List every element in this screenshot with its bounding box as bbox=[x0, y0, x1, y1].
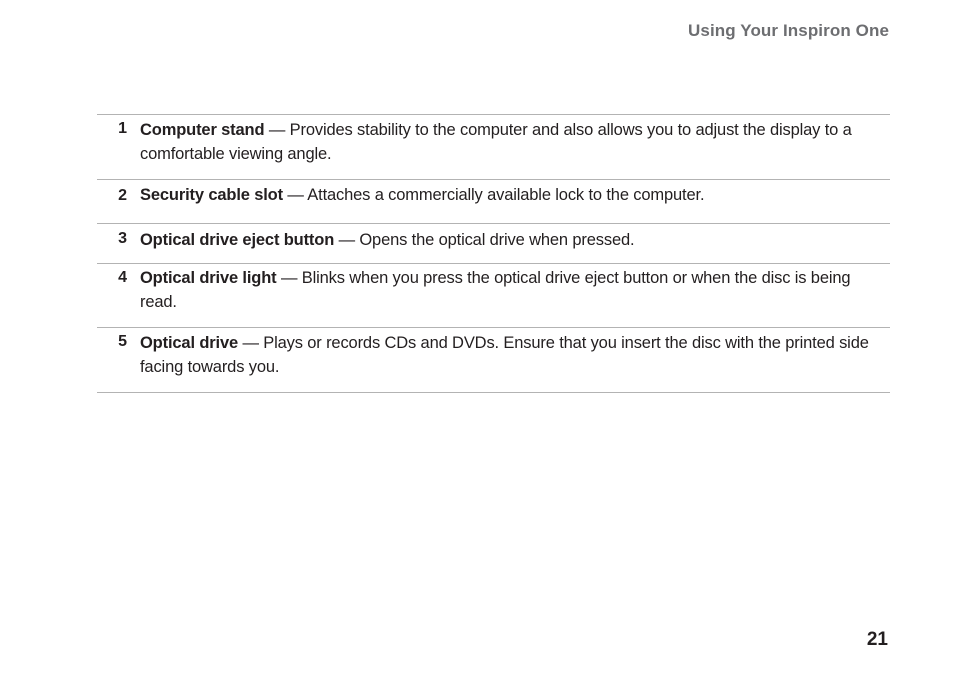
callout-separator: — bbox=[334, 231, 360, 249]
callout-text bbox=[140, 266, 886, 314]
callout-term: Optical drive eject button bbox=[140, 231, 335, 249]
page-number: 21 bbox=[866, 629, 888, 650]
callout-description: Attaches a commercially available lock to the computer. bbox=[307, 186, 705, 204]
callout-description: Blinks when you press the optical drive eject button or when the disc is being read. bbox=[140, 269, 851, 311]
callout-number: 5 bbox=[118, 333, 127, 350]
callout-row-1 bbox=[97, 115, 890, 180]
callout-number: 4 bbox=[118, 269, 127, 286]
callout-number: 3 bbox=[118, 230, 127, 247]
callout-term: Optical drive light bbox=[140, 269, 277, 287]
callout-term: Optical drive bbox=[140, 334, 239, 352]
callout-description: Provides stability to the computer and also allows you to adjust the display to a comfortable viewing angle. bbox=[140, 121, 852, 163]
callout-number: 2 bbox=[118, 187, 127, 204]
callout-number: 1 bbox=[118, 120, 127, 137]
callout-row-2 bbox=[97, 180, 890, 224]
callout-separator: — bbox=[276, 269, 302, 287]
callout-term: Computer stand bbox=[140, 121, 265, 139]
callout-separator: — bbox=[264, 121, 290, 139]
callout-text bbox=[140, 183, 886, 207]
callout-text bbox=[140, 228, 886, 252]
callout-description: Opens the optical drive when pressed. bbox=[359, 231, 635, 249]
callout-text bbox=[140, 331, 886, 379]
callout-text bbox=[140, 118, 886, 166]
callout-separator: — bbox=[238, 334, 264, 352]
callout-table bbox=[97, 114, 890, 393]
callout-separator: — bbox=[282, 186, 308, 204]
callout-row-4 bbox=[97, 264, 890, 328]
callout-row-5 bbox=[97, 328, 890, 393]
callout-row-3 bbox=[97, 224, 890, 264]
running-header: Using Your Inspiron One bbox=[688, 21, 889, 40]
callout-term: Security cable slot bbox=[140, 186, 283, 204]
callout-description: Plays or records CDs and DVDs. Ensure that you insert the disc with the printed side facing towards you. bbox=[140, 334, 869, 376]
